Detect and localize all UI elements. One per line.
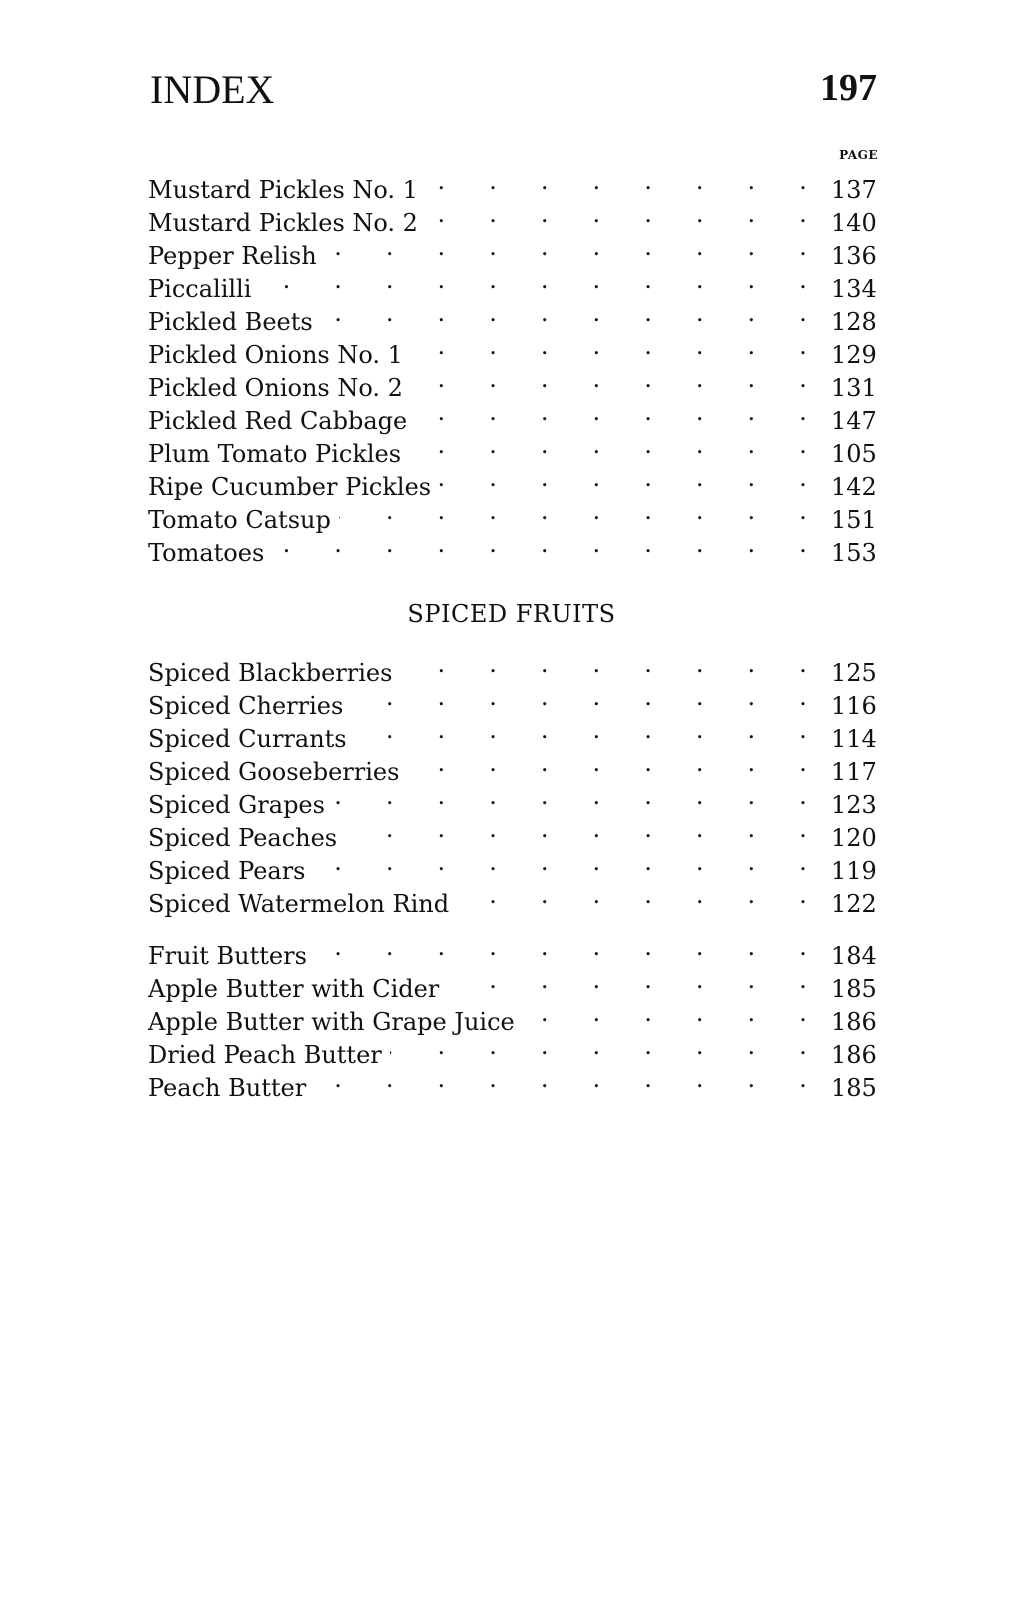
entry-title: Plum Tomato Pickles xyxy=(148,440,402,468)
entry-title: Pickled Red Cabbage xyxy=(148,407,408,435)
dot-leader xyxy=(457,879,825,912)
entry-title: Pepper Relish xyxy=(148,242,317,270)
dot-leader xyxy=(351,681,825,714)
dot-leader xyxy=(426,165,825,198)
page-number: 197 xyxy=(820,67,877,109)
dot-leader xyxy=(272,528,825,561)
dot-leader xyxy=(426,198,825,231)
index-entry xyxy=(148,648,877,687)
entry-title: Peach Butter xyxy=(148,1074,307,1102)
entry-title: Pickled Onions No. 1 xyxy=(148,341,403,369)
entry-title: Spiced Watermelon Rind xyxy=(148,890,450,918)
entry-title: Spiced Pears xyxy=(148,857,306,885)
dot-leader xyxy=(355,714,825,747)
entry-title: Spiced Gooseberries xyxy=(148,758,400,786)
entry-title: Mustard Pickles No. 2 xyxy=(148,209,418,237)
dot-leader xyxy=(409,429,825,462)
dot-leader xyxy=(411,363,825,396)
page-header xyxy=(150,66,877,116)
entry-title: Spiced Grapes xyxy=(148,791,325,819)
dot-leader xyxy=(259,264,825,297)
entry-title: Pickled Onions No. 2 xyxy=(148,374,403,402)
dot-leader xyxy=(345,813,825,846)
entry-page: 129 xyxy=(831,341,877,369)
dot-leader xyxy=(339,495,825,528)
entry-page: 151 xyxy=(831,506,877,534)
entry-page: 120 xyxy=(831,824,877,852)
entry-page: 136 xyxy=(831,242,877,270)
dot-leader xyxy=(315,931,825,964)
entry-title: Pickled Beets xyxy=(148,308,313,336)
entry-title: Fruit Butters xyxy=(148,942,307,970)
dot-leader xyxy=(447,964,825,997)
entry-page: 137 xyxy=(831,176,877,204)
entry-page: 142 xyxy=(831,473,877,501)
page-column-label: PAGE xyxy=(839,148,878,162)
entry-title: Tomatoes xyxy=(148,539,265,567)
entry-page: 185 xyxy=(831,975,877,1003)
entry-page: 128 xyxy=(831,308,877,336)
dot-leader xyxy=(415,396,825,429)
index-section-fruit-butters xyxy=(148,931,877,1102)
entry-title: Piccalilli xyxy=(148,275,252,303)
section-heading-spiced-fruits: SPICED FRUITS xyxy=(407,600,616,628)
dot-leader xyxy=(400,648,825,681)
entry-page: 131 xyxy=(831,374,877,402)
index-entry xyxy=(148,931,877,970)
dot-leader xyxy=(439,462,825,495)
entry-title: Mustard Pickles No. 1 xyxy=(148,176,418,204)
entry-title: Spiced Peaches xyxy=(148,824,338,852)
entry-page: 105 xyxy=(831,440,877,468)
entry-title: Spiced Blackberries xyxy=(148,659,393,687)
entry-page: 140 xyxy=(831,209,877,237)
entry-title: Apple Butter with Cider xyxy=(148,975,440,1003)
entry-page: 125 xyxy=(831,659,877,687)
entry-page: 186 xyxy=(831,1041,877,1069)
dot-leader xyxy=(333,780,825,813)
entry-title: Spiced Currants xyxy=(148,725,347,753)
entry-page: 117 xyxy=(831,758,877,786)
dot-leader xyxy=(321,297,825,330)
dot-leader xyxy=(314,846,826,879)
dot-leader xyxy=(325,231,825,264)
dot-leader xyxy=(314,1063,825,1096)
entry-title: Ripe Cucumber Pickles xyxy=(148,473,432,501)
entry-title: Tomato Catsup xyxy=(148,506,331,534)
entry-page: 114 xyxy=(831,725,877,753)
entry-page: 185 xyxy=(831,1074,877,1102)
entry-title: Apple Butter with Grape Juice xyxy=(148,1008,515,1036)
entry-page: 122 xyxy=(831,890,877,918)
entry-page: 147 xyxy=(831,407,877,435)
entry-page: 153 xyxy=(831,539,877,567)
entry-page: 186 xyxy=(831,1008,877,1036)
index-section-spiced-fruits xyxy=(148,648,877,918)
entry-page: 116 xyxy=(831,692,877,720)
entry-page: 119 xyxy=(831,857,877,885)
entry-title: Spiced Cherries xyxy=(148,692,344,720)
dot-leader xyxy=(411,330,825,363)
running-title: INDEX xyxy=(150,67,275,112)
dot-leader xyxy=(523,997,825,1030)
entry-page: 184 xyxy=(831,942,877,970)
dot-leader xyxy=(407,747,825,780)
index-entry xyxy=(148,165,877,204)
entry-page: 134 xyxy=(831,275,877,303)
entry-page: 123 xyxy=(831,791,877,819)
dot-leader xyxy=(390,1030,825,1063)
index-section-pickles xyxy=(148,165,877,567)
entry-title: Dried Peach Butter xyxy=(148,1041,382,1069)
